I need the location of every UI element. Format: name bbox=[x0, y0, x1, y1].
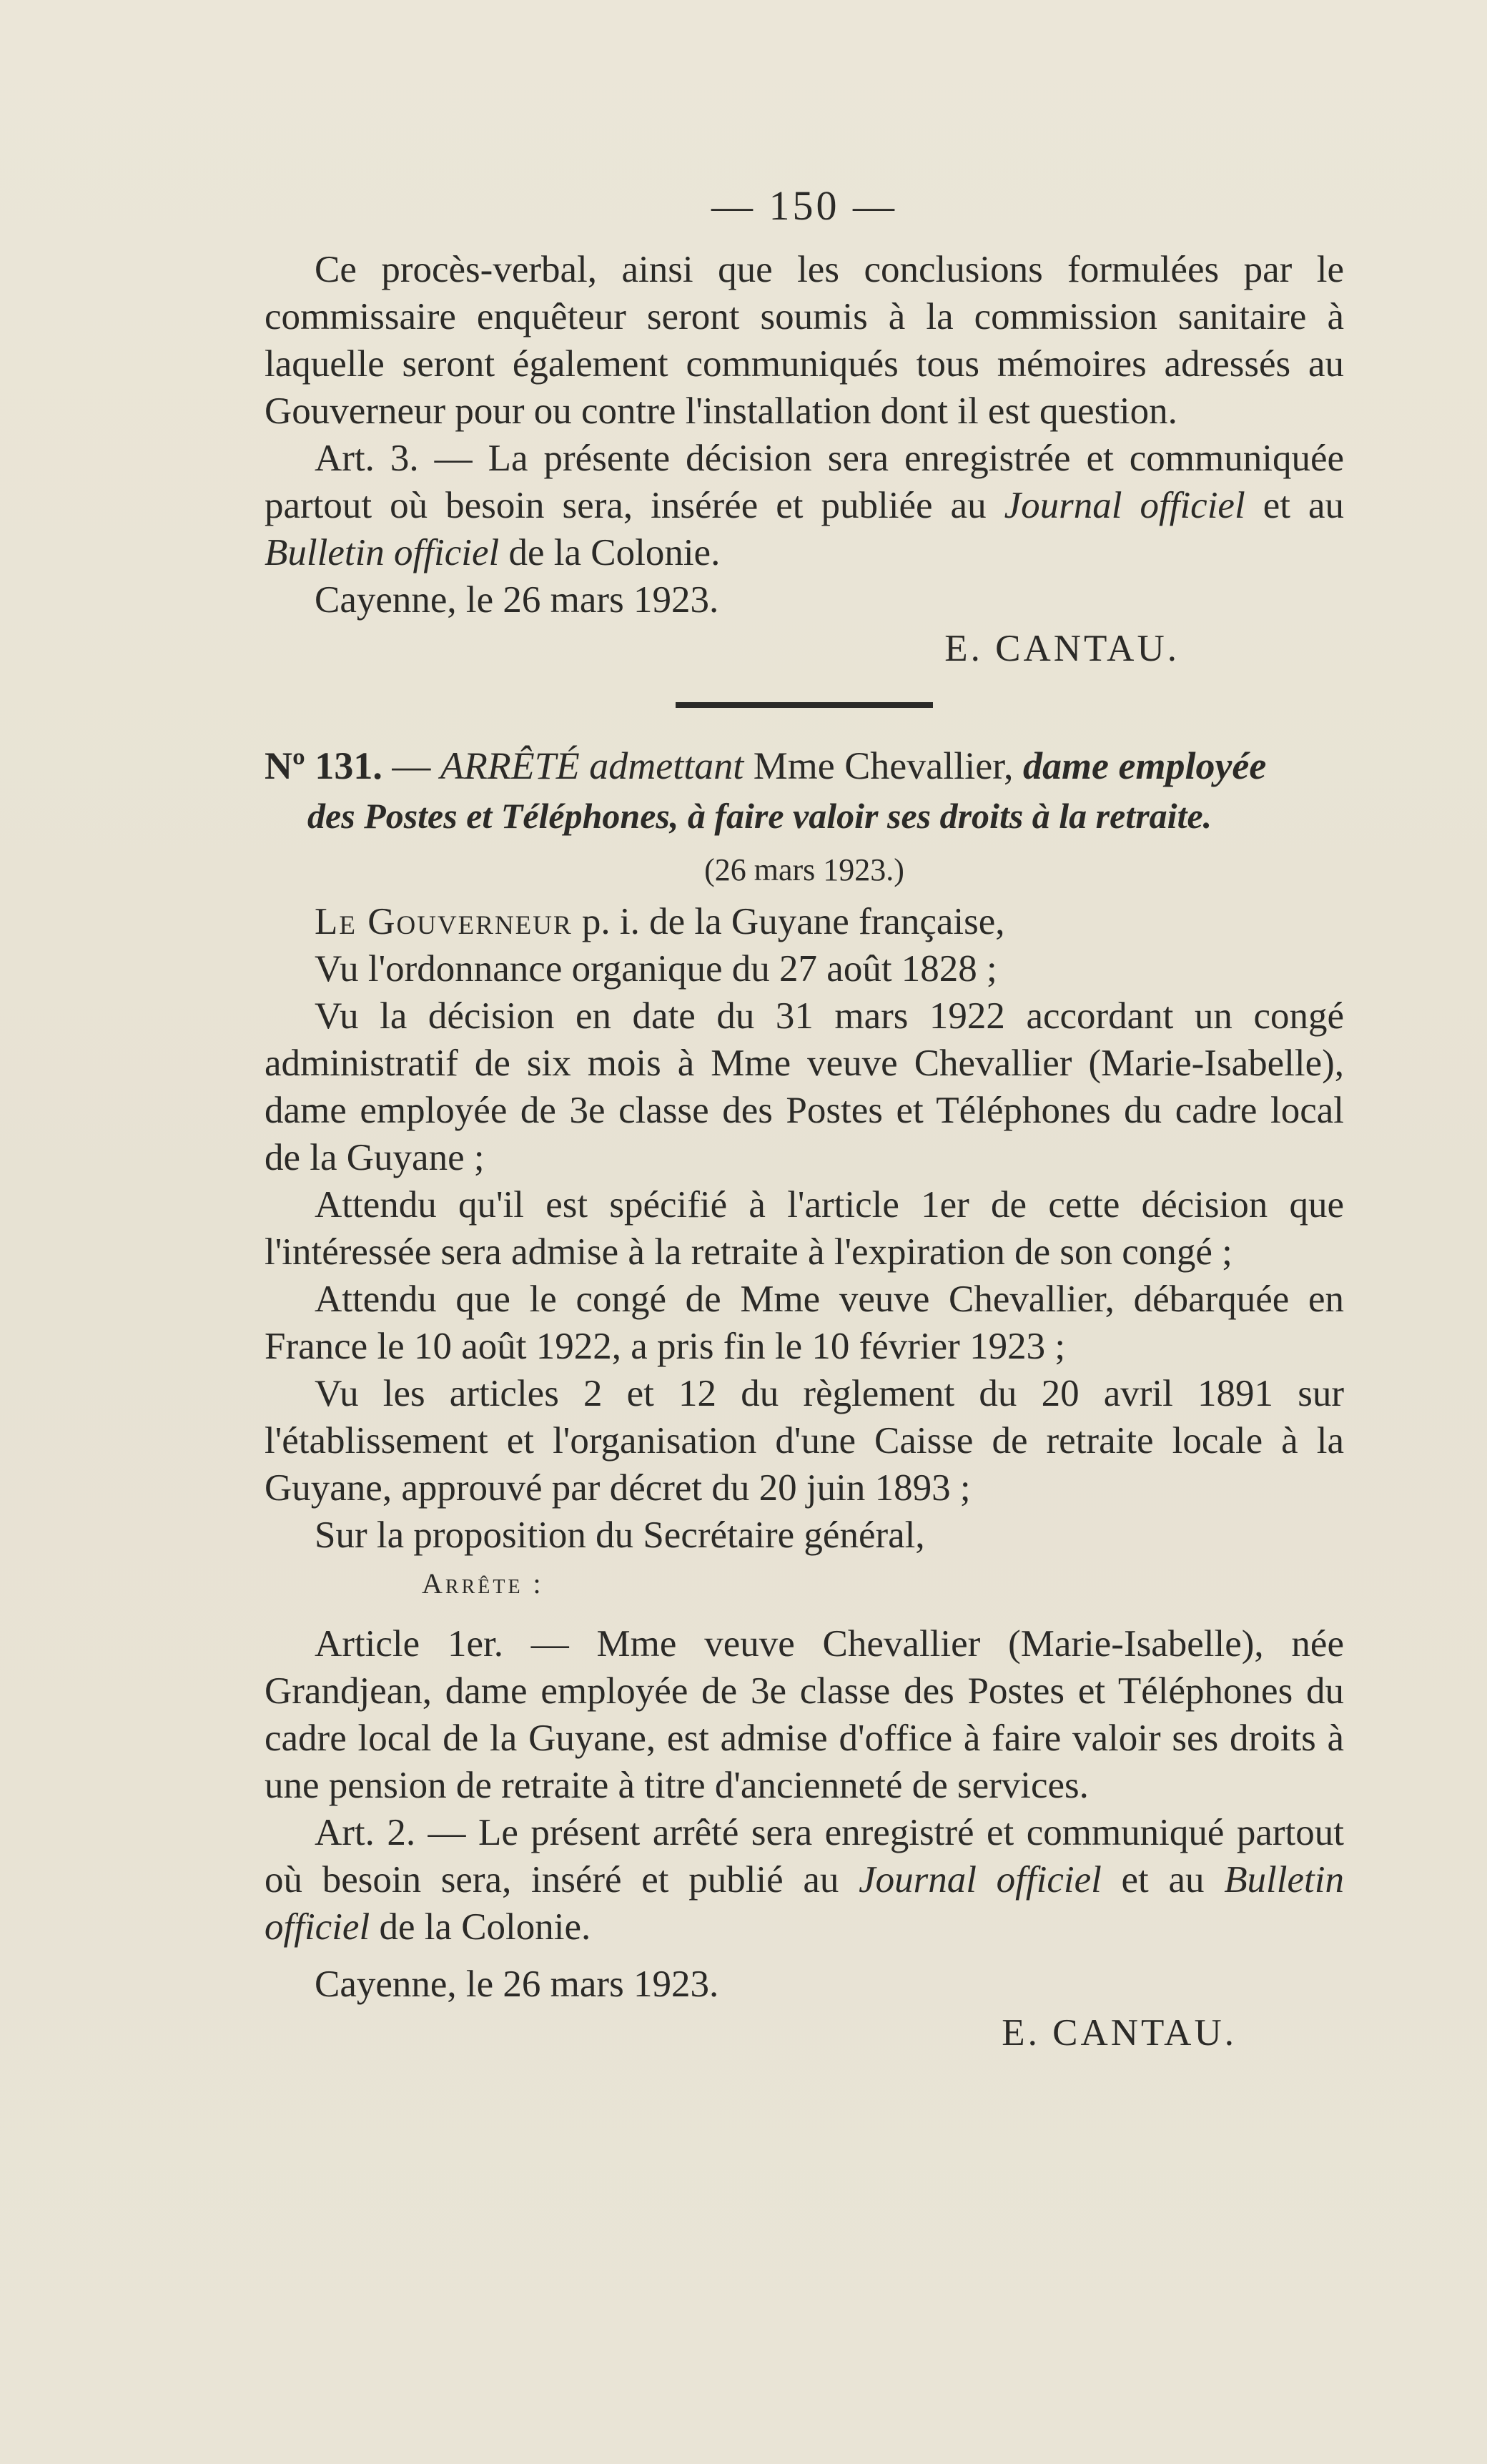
decree-title-b: dame employée bbox=[1023, 744, 1267, 787]
arrete-heading: Arrête : bbox=[422, 1567, 544, 1600]
place-date-2: Cayenne, le 26 mars 1923. bbox=[315, 1963, 719, 2005]
decree-title-name: Mme Chevallier, bbox=[744, 744, 1024, 787]
art2-text-3: de la Colonie. bbox=[370, 1906, 591, 1948]
governor-suffix: p. i. de la Guyane française, bbox=[572, 901, 1005, 942]
text-column bbox=[265, 179, 1344, 2058]
visa-reglement: Vu les articles 2 et 12 du règlement du 20 avril 1891 sur l'établissement et l'organisation d'une Caisse de retraite locale à la Guyane, approuvé par décret du 20 juin 1893 ; bbox=[265, 1373, 1344, 1509]
bulletin-officiel-ref: Bulletin officiel bbox=[265, 532, 500, 573]
art3-text-2: et au bbox=[1245, 485, 1344, 526]
paragraph-article-3 bbox=[265, 435, 1344, 576]
paragraph-proces-verbal: Ce procès-verbal, ainsi que les conclusions formulées par le commissaire enquêteur seront soumis à la commission sanitaire à laquelle seront également communiqués tous mémoires adressés au Gouverneur pour ou contre l'installation dont il est question. bbox=[265, 249, 1344, 432]
signature-2: E. CANTAU. bbox=[1002, 2012, 1237, 2054]
visa-decision: Vu la décision en date du 31 mars 1922 accordant un congé administratif de six mois à Mme veuve Chevallier (Marie-Isabelle), dame employée de 3e classe des Postes et Téléphones du cadre local de la Guyane ; bbox=[265, 995, 1344, 1178]
decree-title-a: ARRÊTÉ admettant bbox=[440, 744, 744, 787]
decree-date: (26 mars 1923.) bbox=[704, 852, 904, 887]
art2-text: Art. 2. — Le présent arrêté sera enregistré et communiqué partout où besoin sera, inséré et publié au bbox=[265, 1812, 1344, 1901]
journal-officiel-ref: Journal officiel bbox=[1004, 485, 1245, 526]
journal-officiel-ref-2: Journal officiel bbox=[859, 1859, 1102, 1901]
attendu-article: Attendu qu'il est spécifié à l'article 1er de cette décision que l'intéressée sera admise à la retraite à l'expiration de son congé ; bbox=[265, 1184, 1344, 1273]
section-divider bbox=[676, 702, 933, 708]
place-date: Cayenne, le 26 mars 1923. bbox=[315, 579, 719, 621]
decree-title-line2: des Postes et Téléphones, à faire valoir ses droits à la retraite. bbox=[307, 796, 1212, 836]
proposition-line: Sur la proposition du Secrétaire général, bbox=[315, 1514, 925, 1556]
visa-ordonnance: Vu l'ordonnance organique du 27 août 1828 ; bbox=[315, 948, 997, 990]
decree-number: Nº 131. bbox=[265, 744, 382, 787]
article-2 bbox=[265, 1809, 1344, 1951]
governor-line bbox=[265, 898, 1344, 945]
bulletin-officiel-ref-2: Bulletin officiel bbox=[265, 1859, 1344, 1948]
article-1: Article 1er. — Mme veuve Chevallier (Marie-Isabelle), née Grandjean, dame employée de 3e classe des Postes et Téléphones du cadre local de la Guyane, est admise d'office à faire valoir ses droits à une pension de retraite à titre d'ancienneté de services. bbox=[265, 1623, 1344, 1806]
page-number: — 150 — bbox=[711, 182, 897, 229]
signature: E. CANTAU. bbox=[944, 628, 1180, 669]
governor-title: Le Gouverneur bbox=[315, 901, 573, 942]
art2-text-2: et au bbox=[1101, 1859, 1225, 1901]
art3-text-3: de la Colonie. bbox=[499, 532, 721, 573]
decree-title bbox=[265, 741, 1344, 791]
decree-dash: — bbox=[382, 744, 440, 787]
attendu-conge: Attendu que le congé de Mme veuve Chevallier, débarquée en France le 10 août 1922, a pris fin le 10 février 1923 ; bbox=[265, 1278, 1344, 1367]
art3-text: Art. 3. — La présente décision sera enregistrée et communiquée partout où besoin sera, insérée et publiée au bbox=[265, 438, 1344, 526]
